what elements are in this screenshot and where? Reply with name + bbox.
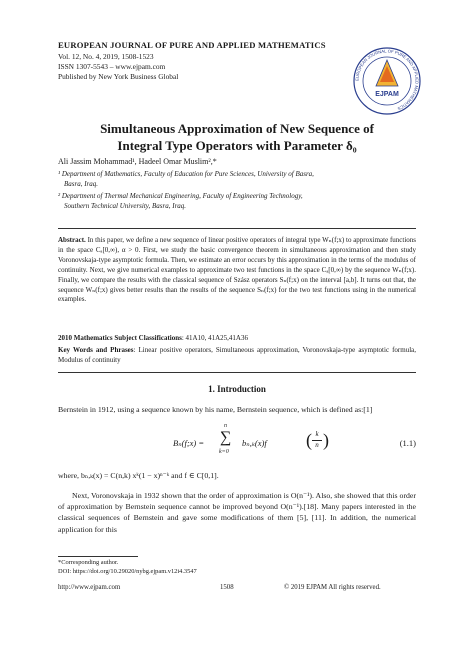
journal-logo bbox=[352, 46, 422, 116]
intro-paragraph-2: where, bₙ,ₖ(x) = C(n,k) xᵏ(1 − x)ⁿ⁻ᵏ and f ∈ C[0,1]. bbox=[58, 471, 219, 480]
volume-info: Vol. 12, No. 4, 2019, 1508-1523 bbox=[58, 52, 154, 61]
affiliation-2b: Southern Technical University, Basra, Iraq. bbox=[64, 202, 187, 210]
eq-lhs: Bₙ(f;x) = bbox=[173, 438, 205, 448]
eq-frac-numerator: k bbox=[315, 430, 319, 438]
abstract-label: Abstract. bbox=[58, 236, 86, 244]
footnote-doi[interactable]: DOI: https://doi.org/10.29020/nybg.ejpam.v12i4.3547 bbox=[58, 568, 197, 575]
affiliation-2a: ² Department of Thermal Mechanical Engineering, Faculty of Engineering Technology, bbox=[58, 192, 303, 200]
section-heading: 1. Introduction bbox=[208, 384, 266, 394]
abstract-text: In this paper, we define a new sequence of linear positive operators of integral type Wₙ(f;x) to approximate functions in the space Cₐ[0,∞), α > 0. First, we study the basic convergence theorem in simultaneous approximation and then study Voronovskaja-type asymptotic formula. Then, we estimate an error occurs by this approximation in the terms of the modulus of continuity. Next, we give numerical examples to approximate two test functions in the space Cₐ[0,∞) by the sequence Wₙ(f;x). Finally, we compare the results with the classical sequence of Szász operators Sₙ(f;x) on the interval [a,b]. It turns out that, the sequence Wₙ(f;x) gives better results than the results of the sequence Sₙ(f;x) for the two test functions using in the numerical examples. bbox=[58, 236, 417, 304]
rule-bottom bbox=[58, 372, 416, 373]
publisher-info: Published by New York Business Global bbox=[58, 72, 179, 81]
title-line-1: Simultaneous Approximation of New Sequence of bbox=[100, 121, 374, 136]
issn-info[interactable]: ISSN 1307-5543 – www.ejpam.com bbox=[58, 62, 166, 71]
eq-sum-top: n bbox=[224, 423, 227, 429]
eq-paren-left: ( bbox=[306, 430, 312, 450]
keywords-label: Key Words and Phrases bbox=[58, 346, 134, 354]
authors: Ali Jassim Mohammad¹, Hadeel Omar Muslim²,* bbox=[58, 157, 217, 166]
equation-1-1 bbox=[58, 423, 416, 460]
msc-value: : 41A10, 41A25,41A36 bbox=[181, 334, 248, 342]
rule-top bbox=[58, 228, 416, 229]
title-line-2: Integral Type Operators with Parameter δ₀ bbox=[117, 138, 357, 153]
keywords bbox=[58, 346, 416, 366]
intro-paragraph-3: Next, Voronovskaja in 1932 shown that the order of approximation is O(n⁻¹). Also, she showed that this order of approximation by Bernstein sequence cannot be improved beyond O(n⁻¹).[18]. Many papers interested in the classical sequences of Bernstein and gave some modifications of them [5], [11]. In addition, the numerical application for this bbox=[58, 491, 416, 534]
footnote-corresponding: *Corresponding author. bbox=[58, 559, 119, 566]
affiliation-1b: Basra, Iraq. bbox=[64, 180, 99, 188]
logo-text: EJPAM bbox=[375, 91, 399, 98]
footer-copyright: © 2019 EJPAM All rights reserved. bbox=[284, 584, 381, 591]
journal-name: EUROPEAN JOURNAL OF PURE AND APPLIED MATHEMATICS bbox=[58, 40, 326, 50]
msc bbox=[58, 334, 416, 344]
footnote-rule bbox=[58, 556, 138, 557]
footer-page-number: 1508 bbox=[220, 584, 234, 591]
eq-sum-symbol: ∑ bbox=[220, 429, 232, 446]
abstract bbox=[58, 236, 416, 305]
intro-paragraph-1: Bernstein in 1912, using a sequence known by his name, Bernstein sequence, which is defined as:[1] bbox=[58, 405, 373, 414]
msc-label: 2010 Mathematics Subject Classifications bbox=[58, 334, 182, 342]
footer-url[interactable]: http://www.ejpam.com bbox=[58, 584, 121, 591]
logo-ring-text: EUROPEAN JOURNAL OF PURE AND APPLIED MATHEMATICS bbox=[354, 48, 420, 112]
affiliation-1a: ¹ Department of Mathematics, Faculty of Education for Pure Sciences, University of Basra, bbox=[58, 170, 314, 178]
eq-frac-denominator: n bbox=[315, 441, 319, 449]
keywords-value: : Linear positive operators, Simultaneous approximation, Voronovskaja-type asymptotic formula, Modulus of continuity bbox=[58, 346, 416, 364]
eq-number: (1.1) bbox=[399, 438, 416, 448]
paper-title bbox=[40, 120, 434, 154]
eq-paren-right: ) bbox=[323, 430, 329, 450]
eq-sum-bottom: k=0 bbox=[219, 449, 229, 455]
eq-rhs: bₙ,ₖ(x)f bbox=[242, 438, 267, 448]
